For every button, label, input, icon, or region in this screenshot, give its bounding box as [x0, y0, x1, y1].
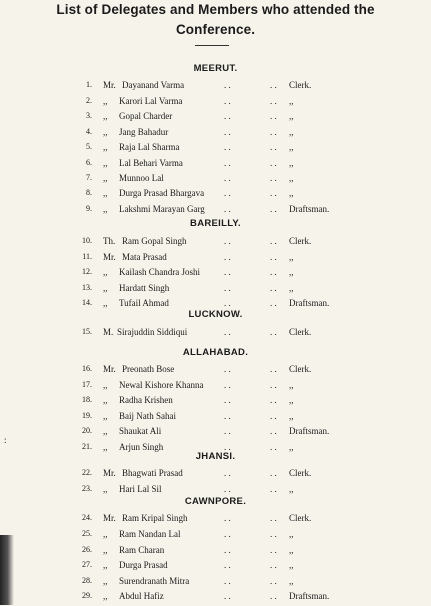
leader-dots: . .	[270, 468, 277, 478]
delegate-name: Lakshmi Marayan Garg	[119, 204, 205, 214]
delegate-row	[0, 545, 431, 560]
row-number: 4.	[86, 127, 92, 136]
delegate-row	[0, 529, 431, 544]
delegate-name: Dayanand Varma	[122, 80, 185, 90]
leader-dots: . .	[270, 327, 277, 337]
name-prefix: Mr.	[103, 252, 116, 262]
leader-dots: . .	[270, 252, 277, 262]
name-prefix: Mr.	[103, 468, 116, 478]
leader-dots: . .	[224, 560, 231, 570]
leader-dots: . .	[270, 142, 277, 152]
name-prefix: ,,	[103, 591, 108, 601]
name-prefix: ,,	[103, 380, 108, 390]
leader-dots: . .	[270, 298, 277, 308]
name-prefix: ,,	[103, 188, 108, 198]
name-prefix: ,,	[103, 142, 108, 152]
name-prefix: ,,	[103, 426, 108, 436]
delegate-role: Draftsman.	[289, 298, 330, 308]
margin-mark: :	[4, 435, 7, 445]
leader-dots: . .	[270, 96, 277, 106]
leader-dots: . .	[224, 127, 231, 137]
leader-dots: . .	[270, 283, 277, 293]
leader-dots: . .	[224, 364, 231, 374]
delegate-name: Baij Nath Sahai	[119, 411, 176, 421]
leader-dots: . .	[224, 204, 231, 214]
leader-dots: . .	[224, 576, 231, 586]
delegate-role: ,,	[289, 576, 294, 586]
row-number: 24.	[82, 513, 92, 522]
delegate-name: Ram Kripal Singh	[122, 513, 188, 523]
leader-dots: . .	[224, 80, 231, 90]
delegate-role: ,,	[289, 560, 294, 570]
delegate-role: Clerk.	[289, 236, 312, 246]
delegate-name: Arjun Singh	[119, 442, 164, 452]
name-prefix: ,,	[103, 96, 108, 106]
delegate-name: Hari Lal Sil	[119, 484, 162, 494]
delegate-name: Surendranath Mitra	[119, 576, 190, 586]
delegate-role: ,,	[289, 283, 294, 293]
row-number: 13.	[82, 283, 92, 292]
title-divider	[195, 45, 229, 46]
delegate-name: Munnoo Lal	[119, 173, 164, 183]
row-number: 19.	[82, 411, 92, 420]
delegate-row	[0, 411, 431, 426]
leader-dots: . .	[224, 468, 231, 478]
section-heading: CAWNPORE.	[184, 496, 247, 507]
delegate-role: ,,	[289, 267, 294, 277]
delegate-role: ,,	[289, 442, 294, 452]
delegate-role: Clerk.	[289, 513, 312, 523]
leader-dots: . .	[224, 188, 231, 198]
delegate-row	[0, 576, 431, 591]
delegate-row	[0, 513, 431, 528]
leader-dots: . .	[270, 188, 277, 198]
row-number: 16.	[82, 364, 92, 373]
name-prefix: ,,	[103, 560, 108, 570]
leader-dots: . .	[224, 96, 231, 106]
leader-dots: . .	[224, 298, 231, 308]
delegate-row	[0, 468, 431, 483]
leader-dots: . .	[224, 545, 231, 555]
leader-dots: . .	[270, 576, 277, 586]
delegate-row	[0, 173, 431, 188]
leader-dots: . .	[270, 364, 277, 374]
delegate-row	[0, 158, 431, 173]
leader-dots: . .	[224, 484, 231, 494]
row-number: 9.	[86, 204, 92, 213]
leader-dots: . .	[270, 173, 277, 183]
row-number: 15.	[82, 327, 92, 336]
delegate-name: Shaukat Ali	[119, 426, 162, 436]
row-number: 3.	[86, 111, 92, 120]
delegate-name: Durga Prasad Bhargava	[119, 188, 205, 198]
section-heading: ALLAHABAD.	[182, 347, 249, 358]
name-prefix: ,,	[103, 111, 108, 121]
delegate-row	[0, 327, 431, 342]
delegate-row	[0, 560, 431, 575]
leader-dots: . .	[270, 204, 277, 214]
delegate-name: Durga Prasad	[119, 560, 168, 570]
delegate-role: ,,	[289, 529, 294, 539]
leader-dots: . .	[224, 591, 231, 601]
name-prefix: Mr.	[103, 80, 116, 90]
row-number: 8.	[86, 188, 92, 197]
leader-dots: . .	[224, 111, 231, 121]
row-number: 22.	[82, 468, 92, 477]
delegate-row	[0, 426, 431, 441]
row-number: 2.	[86, 96, 92, 105]
leader-dots: . .	[270, 236, 277, 246]
leader-dots: . .	[224, 142, 231, 152]
page-edge-shadow	[0, 535, 14, 605]
name-prefix: ,,	[103, 395, 108, 405]
leader-dots: . .	[270, 158, 277, 168]
delegate-role: ,,	[289, 395, 294, 405]
name-prefix: ,,	[103, 127, 108, 137]
leader-dots: . .	[270, 591, 277, 601]
name-prefix: ,,	[103, 267, 108, 277]
name-prefix: Mr.	[103, 364, 116, 374]
delegate-row	[0, 188, 431, 203]
row-number: 11.	[82, 252, 92, 261]
delegate-role: Draftsman.	[289, 204, 330, 214]
name-prefix: ,,	[103, 158, 108, 168]
delegate-row	[0, 380, 431, 395]
leader-dots: . .	[270, 80, 277, 90]
delegate-row	[0, 80, 431, 95]
name-prefix: ,,	[103, 173, 108, 183]
delegate-role: Clerk.	[289, 327, 312, 337]
delegate-row	[0, 591, 431, 606]
leader-dots: . .	[270, 442, 277, 452]
delegate-name: Jang Bahadur	[119, 127, 169, 137]
delegate-name: Ram Nandan Lal	[119, 529, 181, 539]
row-number: 28.	[82, 576, 92, 585]
delegate-role: ,,	[289, 252, 294, 262]
delegate-role: ,,	[289, 411, 294, 421]
delegate-role: ,,	[289, 173, 294, 183]
delegate-name: Tufail Ahmad	[119, 298, 169, 308]
row-number: 18.	[82, 395, 92, 404]
delegate-role: ,,	[289, 158, 294, 168]
row-number: 5.	[86, 142, 92, 151]
leader-dots: . .	[224, 426, 231, 436]
delegate-name: Radha Krishen	[119, 395, 173, 405]
section-heading: LUCKNOW.	[188, 309, 243, 320]
delegate-row	[0, 127, 431, 142]
delegate-role: ,,	[289, 545, 294, 555]
row-number: 14.	[82, 298, 92, 307]
leader-dots: . .	[270, 513, 277, 523]
delegate-row	[0, 142, 431, 157]
delegate-role: ,,	[289, 127, 294, 137]
row-number: 25.	[82, 529, 92, 538]
row-number: 27.	[82, 560, 92, 569]
leader-dots: . .	[224, 442, 231, 452]
delegate-name: Bhagwati Prasad	[122, 468, 183, 478]
row-number: 29.	[82, 591, 92, 600]
delegate-name: Sirajuddin Siddiqui	[117, 327, 188, 337]
leader-dots: . .	[224, 252, 231, 262]
delegate-name: Karori Lal Varma	[119, 96, 183, 106]
name-prefix: ,,	[103, 576, 108, 586]
delegate-row	[0, 111, 431, 126]
delegate-role: Draftsman.	[289, 591, 330, 601]
leader-dots: . .	[224, 283, 231, 293]
leader-dots: . .	[224, 380, 231, 390]
name-prefix: ,,	[103, 411, 108, 421]
name-prefix: Th.	[103, 236, 116, 246]
name-prefix: ,,	[103, 484, 108, 494]
name-prefix: ,,	[103, 298, 108, 308]
delegate-row	[0, 96, 431, 111]
leader-dots: . .	[224, 158, 231, 168]
delegate-name: Hardatt Singh	[119, 283, 170, 293]
section-heading: BAREILLY.	[190, 218, 241, 229]
delegate-role: ,,	[289, 380, 294, 390]
delegate-row	[0, 364, 431, 379]
delegate-role: ,,	[289, 142, 294, 152]
row-number: 21.	[82, 442, 92, 451]
delegate-name: Lal Behari Varma	[119, 158, 183, 168]
leader-dots: . .	[224, 411, 231, 421]
name-prefix: ,,	[103, 529, 108, 539]
leader-dots: . .	[224, 236, 231, 246]
delegate-name: Ram Charan	[119, 545, 165, 555]
leader-dots: . .	[270, 267, 277, 277]
section-heading: JHANSI.	[195, 451, 236, 462]
delegate-row	[0, 283, 431, 298]
leader-dots: . .	[224, 173, 231, 183]
leader-dots: . .	[224, 529, 231, 539]
delegate-name: Preonath Bose	[122, 364, 175, 374]
leader-dots: . .	[224, 513, 231, 523]
leader-dots: . .	[224, 327, 231, 337]
name-prefix: ,,	[103, 283, 108, 293]
delegate-name: Abdul Hafiz	[119, 591, 164, 601]
row-number: 23.	[82, 484, 92, 493]
leader-dots: . .	[270, 560, 277, 570]
leader-dots: . .	[270, 545, 277, 555]
leader-dots: . .	[270, 395, 277, 405]
leader-dots: . .	[270, 484, 277, 494]
delegate-role: ,,	[289, 111, 294, 121]
delegate-role: Clerk.	[289, 364, 312, 374]
delegate-name: Gopal Charder	[119, 111, 173, 121]
leader-dots: . .	[270, 111, 277, 121]
delegate-name: Newal Kishore Khanna	[119, 380, 204, 390]
delegate-name: Mata Prasad	[122, 252, 167, 262]
row-number: 17.	[82, 380, 92, 389]
page-subtitle: Conference.	[175, 22, 256, 37]
leader-dots: . .	[270, 411, 277, 421]
name-prefix: ,,	[103, 204, 108, 214]
leader-dots: . .	[224, 395, 231, 405]
leader-dots: . .	[270, 529, 277, 539]
delegate-role: Clerk.	[289, 80, 312, 90]
section-heading: MEERUT.	[193, 63, 238, 74]
row-number: 26.	[82, 545, 92, 554]
leader-dots: . .	[270, 127, 277, 137]
name-prefix: Mr.	[103, 513, 116, 523]
delegate-row	[0, 395, 431, 410]
delegate-name: Kailash Chandra Joshi	[119, 267, 200, 277]
leader-dots: . .	[270, 380, 277, 390]
page-title: List of Delegates and Members who attended the	[56, 2, 375, 17]
delegate-row	[0, 236, 431, 251]
name-prefix: M.	[103, 327, 114, 337]
delegate-role: Draftsman.	[289, 426, 330, 436]
delegate-role: ,,	[289, 188, 294, 198]
row-number: 6.	[86, 158, 92, 167]
delegate-role: ,,	[289, 96, 294, 106]
delegate-row	[0, 204, 431, 219]
row-number: 10.	[82, 236, 92, 245]
leader-dots: . .	[270, 426, 277, 436]
name-prefix: ,,	[103, 442, 108, 452]
row-number: 20.	[82, 426, 92, 435]
delegate-role: ,,	[289, 484, 294, 494]
leader-dots: . .	[224, 267, 231, 277]
delegate-row	[0, 267, 431, 282]
delegate-role: Clerk.	[289, 468, 312, 478]
delegate-row	[0, 252, 431, 267]
row-number: 7.	[86, 173, 92, 182]
delegate-name: Ram Gopal Singh	[122, 236, 187, 246]
delegate-name: Raja Lal Sharma	[119, 142, 180, 152]
row-number: 1.	[86, 80, 92, 89]
name-prefix: ,,	[103, 545, 108, 555]
row-number: 12.	[82, 267, 92, 276]
